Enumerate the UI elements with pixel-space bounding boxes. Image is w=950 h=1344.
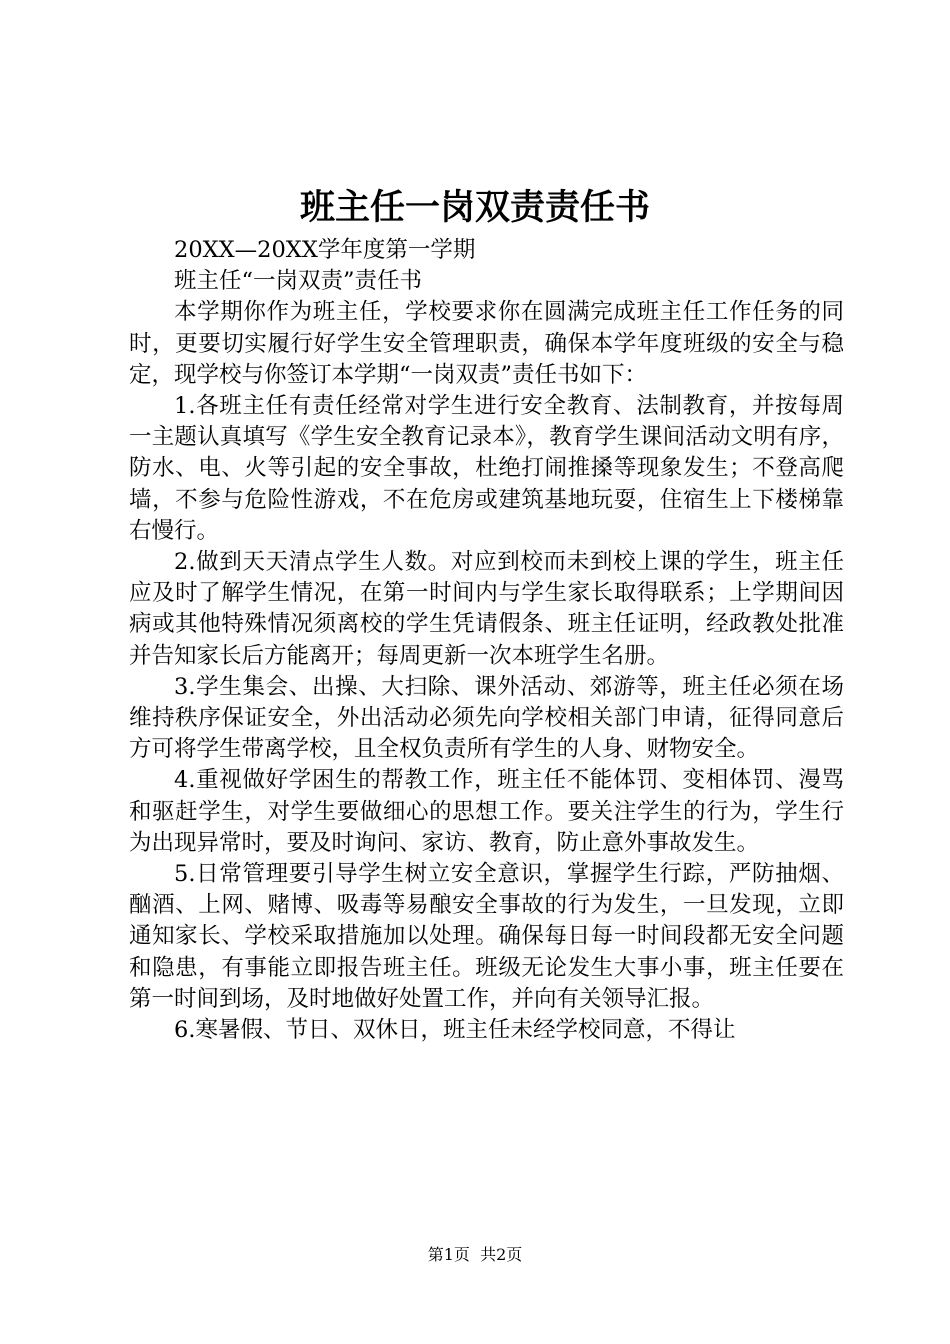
clause-3: 3.学生集会、出操、大扫除、课外活动、郊游等，班主任必须在场维持秩序保证安全，外出活动必须先向学校相关部门申请，征得同意后方可将学生带离学校，且全权负责所有学生的人身、财物安全。	[129, 673, 844, 763]
subtitle-line: 班主任“一岗双责”责任书	[174, 268, 423, 295]
clause-5: 5.日常管理要引导学生树立安全意识，掌握学生行踪，严防抽烟、酗酒、上网、赌博、吸毒等易酿安全事故的行为发生，一旦发现，立即通知家长、学校采取措施加以处理。确保每日每一时间段都无安全问题和隐患，有事能立即报告班主任。班级无论发生大事小事，班主任要在第一时间到场，及时地做好处置工作，并向有关领导汇报。	[129, 861, 844, 1012]
document-title: 班主任一岗双责责任书	[299, 187, 650, 228]
page-total: 共2页	[480, 1245, 523, 1264]
clause-1: 1.各班主任有责任经常对学生进行安全教育、法制教育，并按每周一主题认真填写《学生安全教育记录本》，教育学生课间活动文明有序，防水、电、火等引起的安全事故，杜绝打闹推搡等现象发生；不登高爬墙，不参与危险性游戏，不在危房或建筑基地玩耍，住宿生上下楼梯靠右慢行。	[129, 393, 844, 544]
clause-2: 2.做到天天清点学生人数。对应到校而未到校上课的学生，班主任应及时了解学生情况，在第一时间内与学生家长取得联系；上学期间因病或其他特殊情况须离校的学生凭请假条、班主任证明，经政教处批准并告知家长后方能离开；每周更新一次本班学生名册。	[129, 549, 844, 669]
document-body	[129, 235, 844, 1046]
page-number: 第1页	[427, 1245, 470, 1264]
clause-6: 6.寒暑假、节日、双休日，班主任未经学校同意，不得让	[174, 1017, 736, 1044]
page-footer	[0, 1244, 950, 1266]
clause-4: 4.重视做好学困生的帮教工作，班主任不能体罚、变相体罚、漫骂和驱赶学生，对学生要做细心的思想工作。要关注学生的行为，学生行为出现异常时，要及时询问、家访、教育，防止意外事故发生。	[129, 767, 844, 856]
semester-line: 20XX—20XX学年度第一学期	[174, 237, 476, 263]
intro-paragraph: 本学期你作为班主任，学校要求你在圆满完成班主任工作任务的同时，更要切实履行好学生安全管理职责，确保本学年度班级的安全与稳定，现学校与你签订本学期“一岗双责”责任书如下：	[129, 299, 844, 388]
